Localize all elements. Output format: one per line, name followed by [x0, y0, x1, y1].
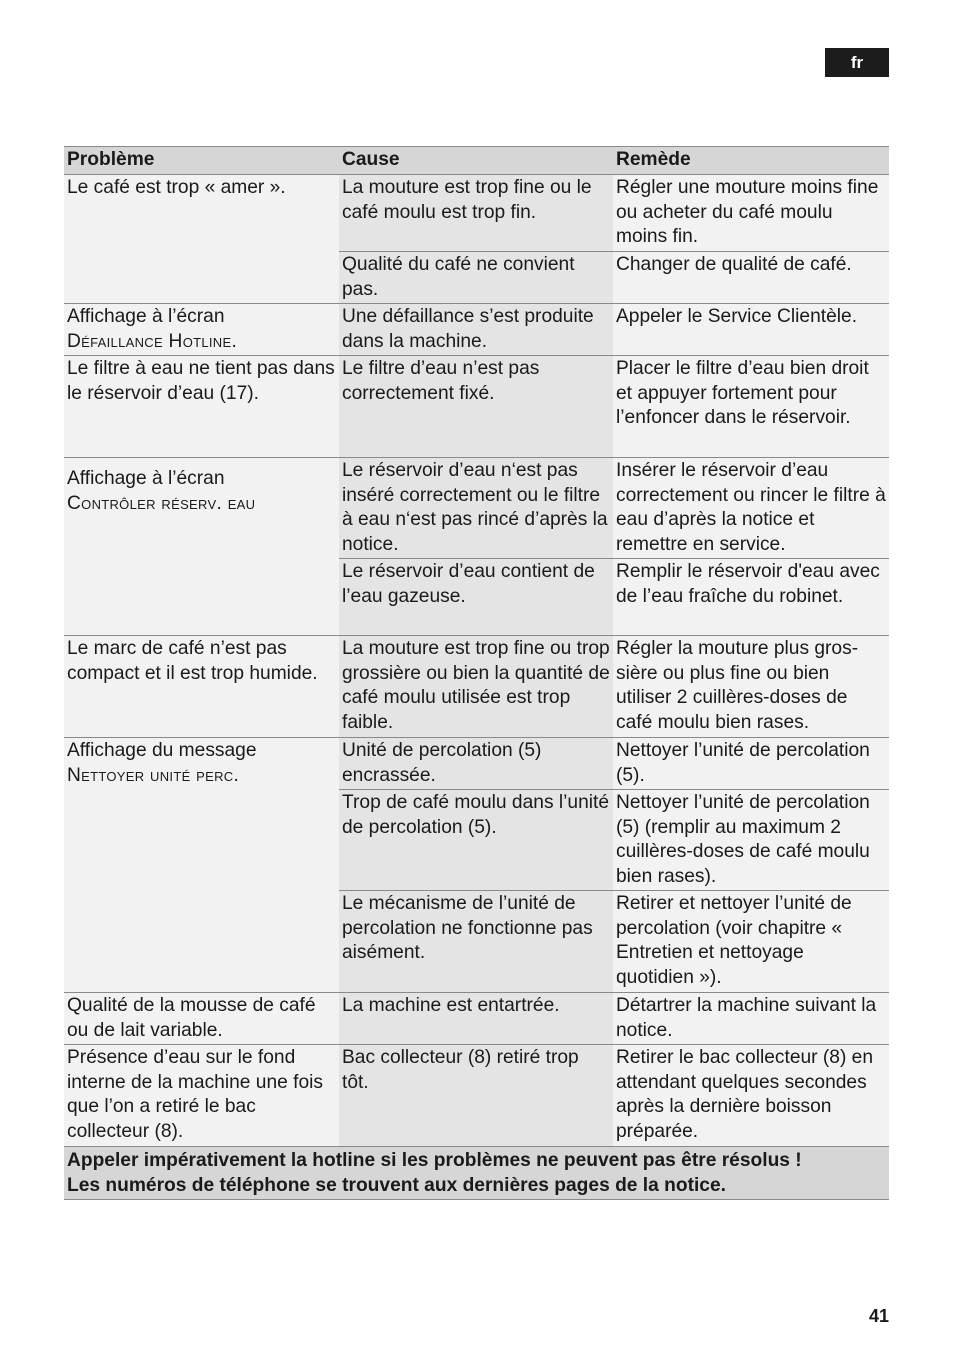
header-cause: Cause — [339, 147, 613, 175]
table-row — [64, 1045, 889, 1147]
cause-cell: Bac collecteur (8) retiré trop tôt. — [339, 1045, 613, 1147]
problem-cell — [64, 738, 339, 993]
problem-cell: Présence d’eau sur le fond interne de la machine une fois que l’on a retiré le bac collecteur (8). — [64, 1045, 339, 1147]
cause-cell: La machine est entartrée. — [339, 993, 613, 1045]
hotline-notice — [64, 1147, 889, 1200]
cause-cell: Le mécanisme de l’unité de percolation ne fonctionne pas aisément. — [339, 891, 613, 993]
table-row — [64, 636, 889, 738]
table-row — [64, 356, 889, 458]
cause-cell: Qualité du café ne convient pas. — [339, 252, 613, 304]
problem-cell: Le marc de café n’est pas compact et il est trop humide. — [64, 636, 339, 738]
remedy-cell: Régler une mouture moins fine ou acheter du café moulu moins fin. — [613, 175, 889, 252]
remedy-cell: Appeler le Service Clientèle. — [613, 304, 889, 356]
table-row — [64, 458, 889, 559]
remedy-cell: Retirer le bac collecteur (8) en attendant quelques secondes après la dernière boisson préparée. — [613, 1045, 889, 1147]
header-remedy: Remède — [613, 147, 889, 175]
hotline-notice-line2: Les numéros de téléphone se trouvent aux dernières pages de la notice. — [67, 1174, 726, 1196]
table-row — [64, 993, 889, 1045]
remedy-cell: Régler la mouture plus grossière ou plus fine ou bien utiliser 2 cuillères-doses de café moulu bien rases. — [613, 636, 889, 738]
language-badge: fr — [825, 48, 889, 77]
problem-text: Affichage à l’écran — [67, 468, 225, 489]
troubleshooting-table — [64, 146, 889, 1200]
remedy-cell: Détartrer la machine suivant la notice. — [613, 993, 889, 1045]
remedy-cell: Nettoyer l’unité de percolation (5) (remplir au maximum 2 cuillères-doses de café moulu bien rases). — [613, 790, 889, 891]
cause-cell: Une défaillance s’est produite dans la machine. — [339, 304, 613, 356]
cause-cell: Le réservoir d’eau n‘est pas inséré correctement ou le filtre à eau n‘est pas rincé d’après la notice. — [339, 458, 613, 559]
remedy-cell: Placer le filtre d’eau bien droit et appuyer fortement pour l’enfoncer dans le réservoir. — [613, 356, 889, 458]
problem-cell: Qualité de la mousse de café ou de lait variable. — [64, 993, 339, 1045]
problem-cell — [64, 458, 339, 636]
table-header-row — [64, 147, 889, 175]
problem-cell: Le café est trop « amer ». — [64, 175, 339, 304]
remedy-cell: Retirer et nettoyer l’unité de percolation (voir chapitre « Entretien et nettoyage quotidien »). — [613, 891, 889, 993]
remedy-cell: Changer de qualité de café. — [613, 252, 889, 304]
cause-cell: La mouture est trop fine ou trop grossière ou bien la quantité de café moulu utilisée est trop faible. — [339, 636, 613, 738]
cause-cell: Le réservoir d’eau contient de l’eau gazeuse. — [339, 559, 613, 636]
problem-cell — [64, 304, 339, 356]
problem-text: Affichage à l’écran — [67, 306, 225, 327]
cause-cell: Trop de café moulu dans l’unité de percolation (5). — [339, 790, 613, 891]
remedy-cell: Nettoyer l’unité de percolation (5). — [613, 738, 889, 790]
problem-cell: Le filtre à eau ne tient pas dans le réservoir d’eau (17). — [64, 356, 339, 458]
problem-text: Affichage du message — [67, 740, 257, 761]
hotline-notice-line1: Appeler impérativement la hotline si les problèmes ne peuvent pas être résolus ! — [67, 1150, 802, 1171]
display-message: Contrôler réserv. eau — [67, 492, 256, 514]
cause-cell: Unité de percolation (5) encrassée. — [339, 738, 613, 790]
cause-cell: Le filtre d’eau n’est pas correctement fixé. — [339, 356, 613, 458]
header-problem: Problème — [64, 147, 339, 175]
page-number: 41 — [868, 1306, 889, 1326]
display-message: Nettoyer unité perc. — [67, 764, 240, 786]
hotline-notice-row — [64, 1147, 889, 1200]
table-row — [64, 304, 889, 356]
table-row — [64, 738, 889, 790]
display-message: Défaillance Hotline. — [67, 330, 238, 352]
remedy-cell: Remplir le réservoir d'eau avec de l’eau fraîche du robinet. — [613, 559, 889, 636]
table-row — [64, 175, 889, 252]
cause-cell: La mouture est trop fine ou le café moulu est trop fin. — [339, 175, 613, 252]
remedy-cell: Insérer le réservoir d’eau correctement ou rincer le filtre à eau d’après la notice et remettre en service. — [613, 458, 889, 559]
